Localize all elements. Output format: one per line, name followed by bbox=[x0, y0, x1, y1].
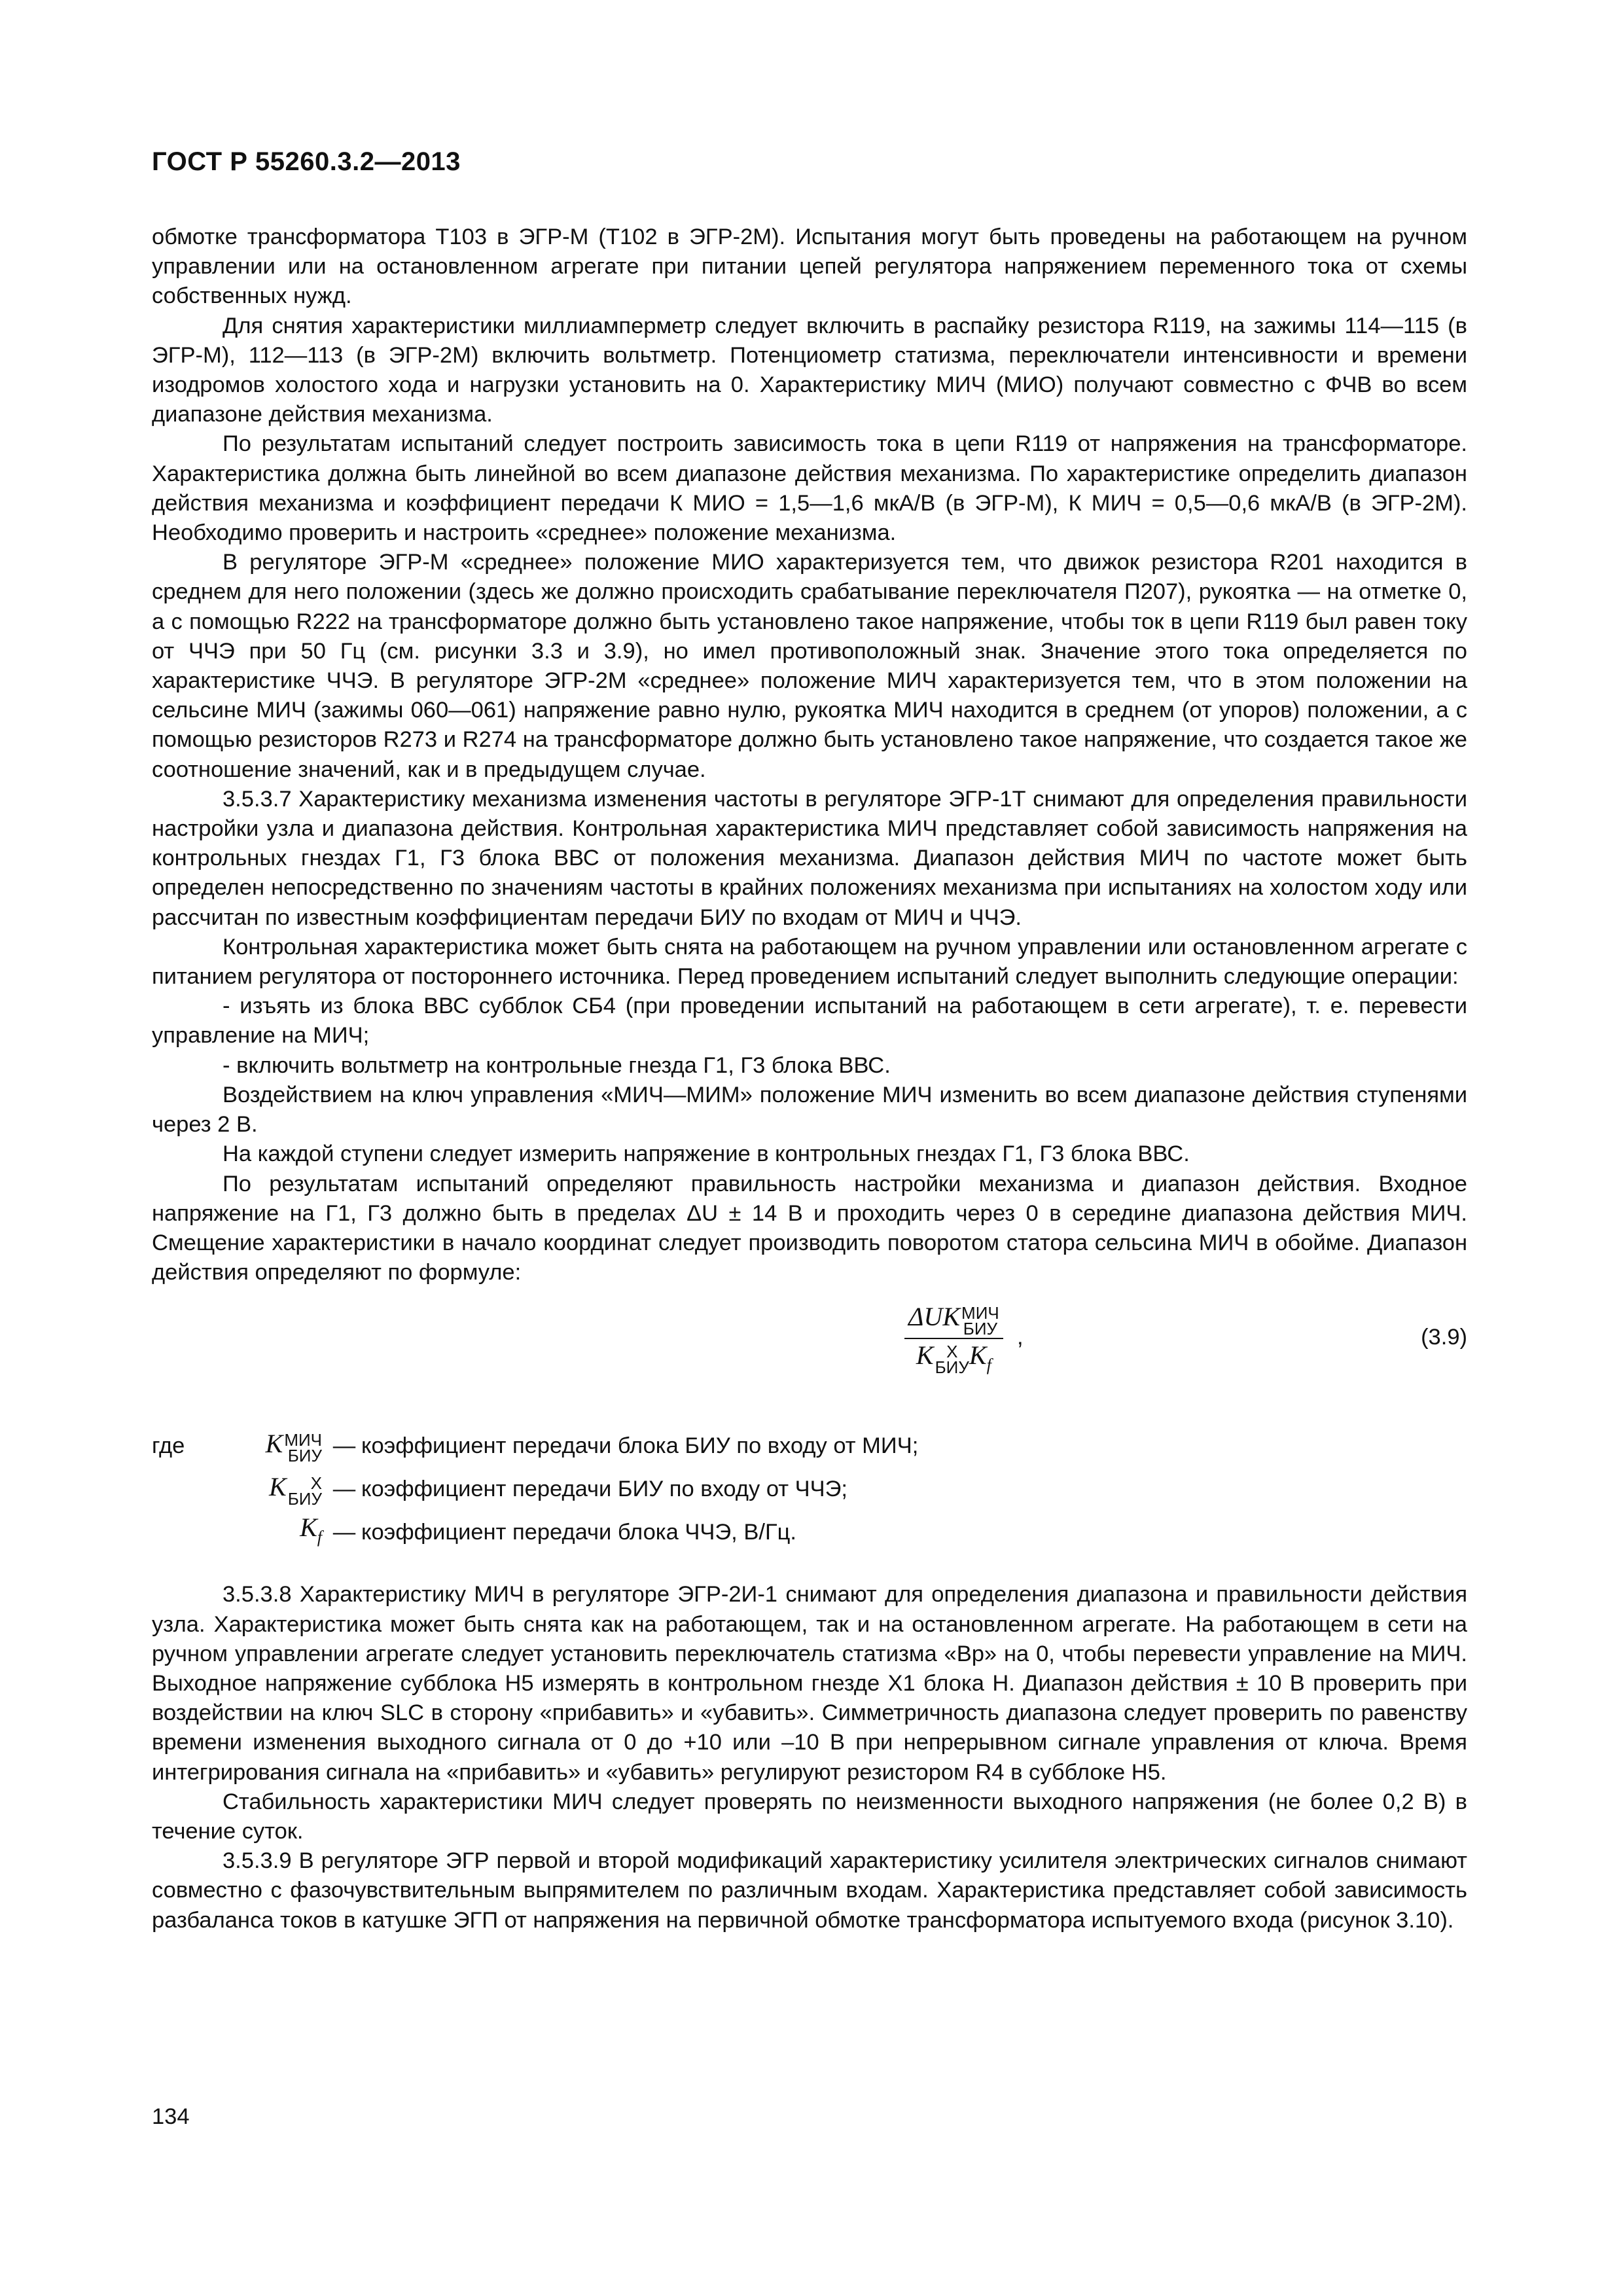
paragraph: По результатам испытаний следует построить зависимость тока в цепи R119 от напряжения на трансформаторе. Характеристика должна быть линейной во всем диапазоне действия механизма. По характеристике определить диапазон действия механизма и коэффициент передачи К МИО = 1,5—1,6 мкА/В (в ЭГР-М), К МИЧ = 0,5—0,6 мкА/В (в ЭГР-2М). Необходимо проверить и настроить «среднее» положение механизма. bbox=[152, 431, 1467, 546]
definition-dash: — bbox=[332, 1519, 356, 1545]
definition-text: коэффициент передачи блока ЧЧЭ, В/Гц. bbox=[361, 1519, 796, 1545]
definition-row bbox=[152, 1511, 1467, 1554]
standard-header: ГОСТ Р 55260.3.2—2013 bbox=[152, 147, 461, 176]
definition-sup: МИЧ bbox=[284, 1429, 322, 1450]
paragraph: Для снятия характеристики миллиамперметр следует включить в распайку резистора R119, на зажимы 114—115 (в ЭГР-М), 112—113 (в ЭГР-2М) включить вольтметр. Потенциометр статизма, переключатели интенсивности и времени изодромов холостого хода и нагрузки установить на 0. Характеристику МИЧ (МИО) получают совместно с ФЧВ во всем диапазоне действия механизма. bbox=[152, 313, 1467, 427]
definition-symbol: K bbox=[300, 1513, 317, 1543]
paragraph: 3.5.3.8 Характеристику МИЧ в регуляторе ЭГР-2И-1 снимают для определения диапазона и правильности действия узла. Характеристика может быть снята как на работающем, так и на остановленном агрегате. На работающем в сети на ручном управлении агрегате следует установить переключатель статизма «Вр» на 0, чтобы перевести управление на МИЧ. Выходное напряжение субблока Н5 измерять в контрольном гнезде Х1 блока Н. Диапазон действия ± 10 В проверить при воздействии на ключ SLC в сторону «прибавить» и «убавить». Симметричность диапазона следует проверить по равенству времени изменения выходного сигнала от 0 до +10 или –10 В при непрерывном сигнале управления от ключа. Время интегрирования сигнала на «прибавить» и «убавить» регулируют резистором R4 в субблоке Н5. bbox=[152, 1582, 1467, 1785]
paragraph: Воздействием на ключ управления «МИЧ—МИМ» положение МИЧ изменить во всем диапазоне действия ступенями через 2 В. bbox=[152, 1082, 1467, 1138]
formula-numerator bbox=[904, 1302, 1003, 1339]
formula-den-sub: БИУ bbox=[935, 1357, 969, 1378]
formula-den-k2: K bbox=[969, 1340, 987, 1371]
formula-3-9 bbox=[152, 1302, 1467, 1390]
paragraph: 3.5.3.9 В регуляторе ЭГР первой и второй модификаций характеристику усилителя электрических сигналов снимают совместно с фазочувствительным выпрямителем по различным входам. Характеристика представляет собой зависимость разбаланса токов в катушке ЭГП от напряжения на первичной обмотке трансформатора испытуемого входа (рисунок 3.10). bbox=[152, 1848, 1467, 1933]
formula-den-k2-sub: f bbox=[986, 1355, 991, 1375]
document-body bbox=[152, 223, 1467, 1935]
page-number: 134 bbox=[152, 2104, 190, 2129]
definition-row bbox=[152, 1467, 1467, 1511]
equation-number: (3.9) bbox=[1421, 1325, 1467, 1350]
paragraph: обмотке трансформатора Т103 в ЭГР-М (Т102 в ЭГР-2М). Испытания могут быть проведены на работающем на ручном управлении или на остановленном агрегате при питании цепей регулятора напряжением переменного тока от схемы собственных нужд. bbox=[152, 224, 1467, 309]
definition-sub: БИУ bbox=[287, 1445, 322, 1465]
paragraph: - включить вольтметр на контрольные гнезда Г1, Г3 блока ВВС. bbox=[223, 1052, 891, 1078]
definition-symbol: K bbox=[269, 1471, 287, 1501]
definition-dash: — bbox=[332, 1476, 356, 1501]
paragraphs-top bbox=[152, 223, 1467, 1287]
paragraph: - изъять из блока ВВС субблок СБ4 (при проведении испытаний на работающем в сети агрегате), т. е. перевести управление на МИЧ; bbox=[152, 994, 1467, 1049]
paragraphs-bottom bbox=[152, 1580, 1467, 1935]
formula-den-sup: Х bbox=[946, 1342, 958, 1362]
formula-comma: , bbox=[1017, 1325, 1024, 1350]
formula-num-sup: МИЧ bbox=[961, 1303, 999, 1323]
definition-sub: f bbox=[317, 1528, 322, 1547]
paragraph: По результатам испытаний определяют правильность настройки механизма и диапазон действия. Входное напряжение на Г1, Г3 должно быть в пределах ΔU ± 14 В и проходить через 0 в середине диапазона действия МИЧ. Смещение характеристики в начало координат следует производить поворотом статора сельсина МИЧ в обойме. Диапазон действия определяют по формуле: bbox=[152, 1171, 1467, 1285]
paragraph: Контрольная характеристика может быть снята на работающем на ручном управлении или остановленном агрегате с питанием регулятора от постороннего источника. Перед проведением испытаний следует выполнить следующие операции: bbox=[152, 934, 1467, 990]
formula-num-sub: БИУ bbox=[963, 1319, 998, 1339]
definition-text: коэффициент передачи БИУ по входу от ЧЧЭ; bbox=[361, 1476, 848, 1501]
formula-denominator bbox=[904, 1339, 1003, 1380]
paragraph: 3.5.3.7 Характеристику механизма изменения частоты в регуляторе ЭГР-1Т снимают для определения правильности настройки узла и диапазона действия. Контрольная характеристика МИЧ представляет собой зависимость напряжения на контрольных гнездах Г1, Г3 блока ВВС от положения механизма. Диапазон действия МИЧ по частоте может быть определен непосредственно по значениям частоты в крайних положениях механизма при испытаниях на холостом ходу или рассчитан по известным коэффициентам передачи БИУ по входам от МИЧ и ЧЧЭ. bbox=[152, 786, 1467, 930]
symbol-definitions bbox=[152, 1424, 1467, 1554]
definition-row bbox=[152, 1424, 1467, 1467]
definition-dash: — bbox=[332, 1433, 356, 1458]
formula-fraction bbox=[904, 1302, 1003, 1380]
definition-text: коэффициент передачи блока БИУ по входу от МИЧ; bbox=[361, 1433, 919, 1458]
formula-num-prefix: ΔUK bbox=[908, 1302, 961, 1332]
definition-sub: БИУ bbox=[287, 1488, 322, 1509]
definition-symbol: K bbox=[265, 1428, 283, 1458]
paragraph: В регуляторе ЭГР-М «среднее» положение МИО характеризуется тем, что движок резистора R201 находится в среднем для него положении (здесь же должно происходить срабатывание переключателя П207), рукоятка — на отметке 0, а с помощью R222 на трансформаторе должно быть установлено такое напряжение, чтобы ток в цепи R119 был равен току от ЧЧЭ при 50 Гц (см. рисунки 3.3 и 3.9), но имел противоположный знак. Значение этого тока определяется по характеристике ЧЧЭ. В регуляторе ЭГР-2М «среднее» положение МИЧ характеризуется тем, что в этом положении на сельсине МИЧ (зажимы 060—061) напряжение равно нулю, рукоятка МИЧ находится в среднем (от упоров) положении, а с помощью резисторов R273 и R274 на трансформаторе должно быть установлено такое напряжение, что создается такое же соотношение значений, как и в предыдущем случае. bbox=[152, 550, 1467, 782]
definition-sup: Х bbox=[310, 1473, 322, 1493]
formula-den-k: K bbox=[916, 1340, 934, 1371]
paragraph: Стабильность характеристики МИЧ следует проверять по неизменности выходного напряжения (не более 0,2 В) в течение суток. bbox=[152, 1789, 1467, 1844]
definition-lead: где bbox=[152, 1433, 185, 1458]
paragraph: На каждой ступени следует измерить напряжение в контрольных гнездах Г1, Г3 блока ВВС. bbox=[223, 1141, 1190, 1167]
